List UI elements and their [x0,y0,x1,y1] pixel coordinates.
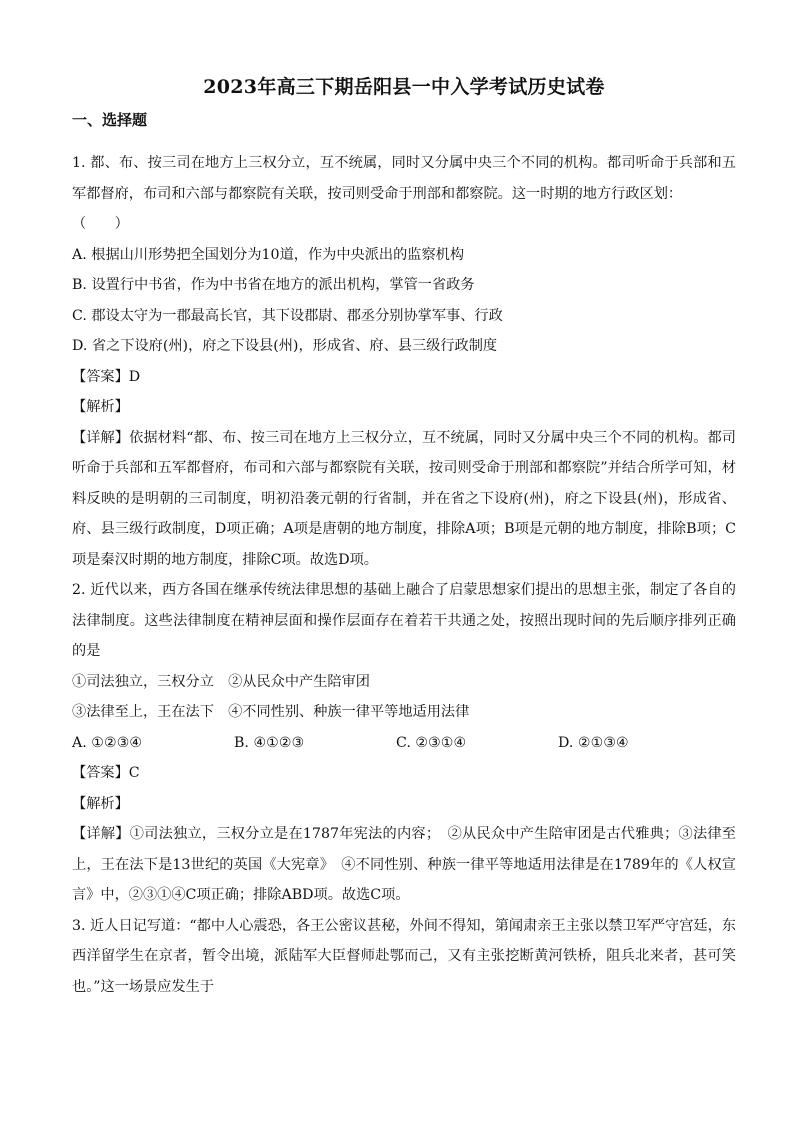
q1-analysis-label: 【解析】 [72,399,129,415]
q1-answer: 【答案】D [72,368,141,385]
q2-items-1: ①司法独立，三权分立 ②从民众中产生陪审团 [72,673,370,690]
q2-option-b: B. ④①②③ [234,734,305,751]
q1-stem: 1. 都、布、按三司在地方上三权分立，互不统属，同时又分属中央三个不同的机构。都司听命于兵部和五军都督府，布司和六部与都察院有关联，按司则受命于刑部和都察院。这一时期的地方行政区划： [72,155,736,202]
section-heading: 一、选择题 [72,111,148,129]
q1-option-c: C. 郡设太守为一郡最高长官，其下设郡尉、郡丞分别协掌军事、行政 [72,307,503,324]
q2-option-a: A. ①②③④ [72,734,143,751]
q1-detail: 【详解】依据材料“都、布、按三司在地方上三权分立，互不统属，同时又分属中央三个不同的机构。都司听命于兵部和五军都督府，布司和六部与都察院有关联，按司则受命于刑部和都察院”并结合所学可知，材料反映的是明朝的三司制度，明初沿袭元朝的行省制，并在省之下设府(州)，府之下设县(州)，形成省、府、县三级行政制度，D项正确；A项是唐朝的地方制度，排除A项；B项是元朝的地方制度，排除B项；C项是秦汉时期的地方制度，排除C项。故选D项。 [72,429,736,568]
q2-option-c: C. ②③①④ [396,734,467,751]
q1-option-b: B. 设置行中书省，作为中书省在地方的派出机构，掌管一省政务 [72,277,475,293]
q2-analysis-label: 【解析】 [72,795,129,812]
page-title: 2023年高三下期岳阳县一中入学考试历史试卷 [203,76,605,98]
q1-blank: （ ） [72,216,129,232]
q2-items-2: ③法律至上，王在法下 ④不同性别、种族一律平等地适用法律 [72,704,470,720]
q2-detail: 【详解】①司法独立，三权分立是在1787年宪法的内容； ②从民众中产生陪审团是古代雅典；③法律至上，王在法下是13世纪的英国《大宪章》 ④不同性别、种族一律平等地适用法律是在1789年的《人权宣言》中，②③①④C项正确；排除ABD项。故选C项。 [72,826,736,903]
q2-options [72,728,736,759]
q3-stem: 3. 近人日记写道：“都中人心震恐，各王公密议甚秘，外间不得知，第闻肃亲王主张以禁卫军严守宫廷，东西洋留学生在京者，暂令出境，派陆军大臣督师赴鄂而己，又有主张挖断黄河铁桥，阻兵北来者，甚可笑也。”这一场景应发生于 [72,917,736,995]
q1-option-d: D. 省之下设府(州)，府之下设县(州)，形成省、府、县三级行政制度 [72,338,498,354]
q2-option-d: D. ②①③④ [558,734,629,751]
q1-option-a: A. 根据山川形势把全国划分为10道，作为中央派出的监察机构 [72,246,465,263]
q2-stem: 2. 近代以来，西方各国在继承传统法律思想的基础上融合了启蒙思想家们提出的思想主张，制定了各自的法律制度。这些法律制度在精神层面和操作层面存在着若干共通之处，按照出现时间的先后顺序排列正确的是 [72,582,736,659]
q2-answer: 【答案】C [72,765,140,781]
